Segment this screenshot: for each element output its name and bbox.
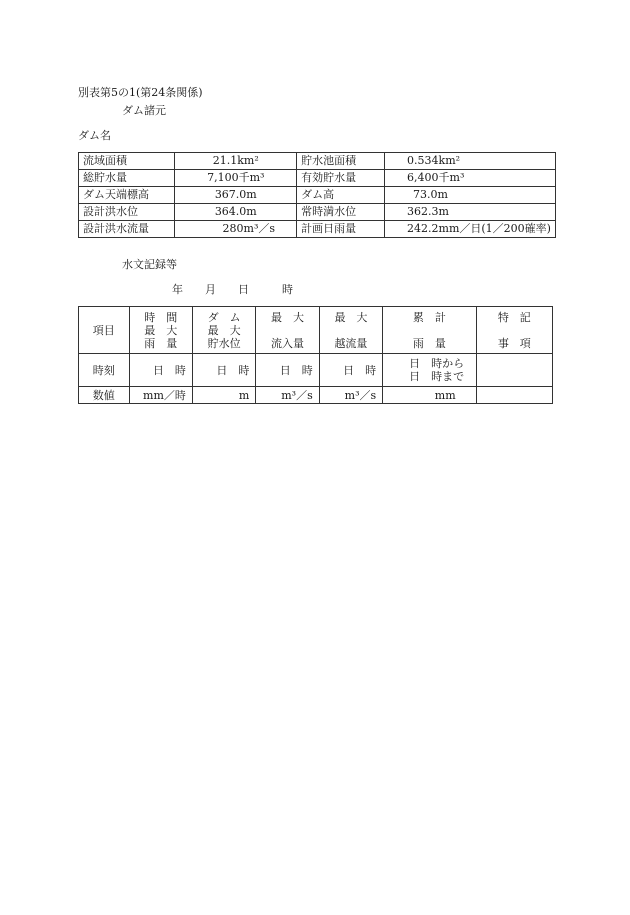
spec-label: 設計洪水位 xyxy=(79,204,175,221)
table-cell: m³／s xyxy=(256,387,319,404)
records-title: 水文記録等 xyxy=(122,258,177,271)
table-cell: mm／時 xyxy=(129,387,192,404)
table-cell: 日 時 xyxy=(256,354,319,387)
header-cell: 特 記 事 項 xyxy=(476,307,552,354)
header-cell: 累 計 雨 量 xyxy=(383,307,477,354)
header-cell: 時 間 最 大 雨 量 xyxy=(129,307,192,354)
table-row xyxy=(79,153,556,170)
row-label: 時刻 xyxy=(79,354,130,387)
hydrology-records-table xyxy=(78,306,553,404)
table-cell: 日 時から 日 時まで xyxy=(383,354,477,387)
spec-value: 367.0m xyxy=(175,187,297,204)
table-cell: m xyxy=(192,387,255,404)
spec-value: 0.534km² xyxy=(385,153,556,170)
header-cell: 最 大 越流量 xyxy=(319,307,382,354)
spec-label: ダム高 xyxy=(297,187,385,204)
table-cell: m³／s xyxy=(319,387,382,404)
spec-value: 6,400千m³ xyxy=(385,170,556,187)
table-cell: mm xyxy=(383,387,477,404)
date-line: 年 月 日 時 xyxy=(172,283,293,296)
table-row xyxy=(79,187,556,204)
dam-specs-title: ダム諸元 xyxy=(122,104,166,117)
spec-label: 常時満水位 xyxy=(297,204,385,221)
spec-label: 流域面積 xyxy=(79,153,175,170)
spec-value: 73.0m xyxy=(385,187,556,204)
annex-reference: 別表第5の1(第24条関係) xyxy=(78,86,203,99)
spec-value: 21.1km² xyxy=(175,153,297,170)
table-row xyxy=(79,204,556,221)
spec-label: 貯水池面積 xyxy=(297,153,385,170)
table-cell: 日 時 xyxy=(319,354,382,387)
spec-value: 364.0m xyxy=(175,204,297,221)
table-row xyxy=(79,354,553,387)
dam-name-label: ダム名 xyxy=(78,129,111,142)
table-cell xyxy=(476,354,552,387)
table-cell xyxy=(476,387,552,404)
row-label: 数値 xyxy=(79,387,130,404)
table-header-row xyxy=(79,307,553,354)
header-cell: 最 大 流入量 xyxy=(256,307,319,354)
spec-value: 7,100千m³ xyxy=(175,170,297,187)
spec-value: 280m³／s xyxy=(175,221,297,238)
table-row xyxy=(79,387,553,404)
table-row xyxy=(79,170,556,187)
header-cell: ダ ム 最 大 貯水位 xyxy=(192,307,255,354)
table-row xyxy=(79,221,556,238)
spec-label: ダム天端標高 xyxy=(79,187,175,204)
header-cell: 項目 xyxy=(79,307,130,354)
table-cell: 日 時 xyxy=(192,354,255,387)
table-cell: 日 時 xyxy=(129,354,192,387)
spec-label: 計画日雨量 xyxy=(297,221,385,238)
spec-value: 242.2mm／日(1／200確率) xyxy=(385,221,556,238)
spec-label: 設計洪水流量 xyxy=(79,221,175,238)
dam-specs-table xyxy=(78,152,556,238)
spec-label: 有効貯水量 xyxy=(297,170,385,187)
spec-label: 総貯水量 xyxy=(79,170,175,187)
spec-value: 362.3m xyxy=(385,204,556,221)
